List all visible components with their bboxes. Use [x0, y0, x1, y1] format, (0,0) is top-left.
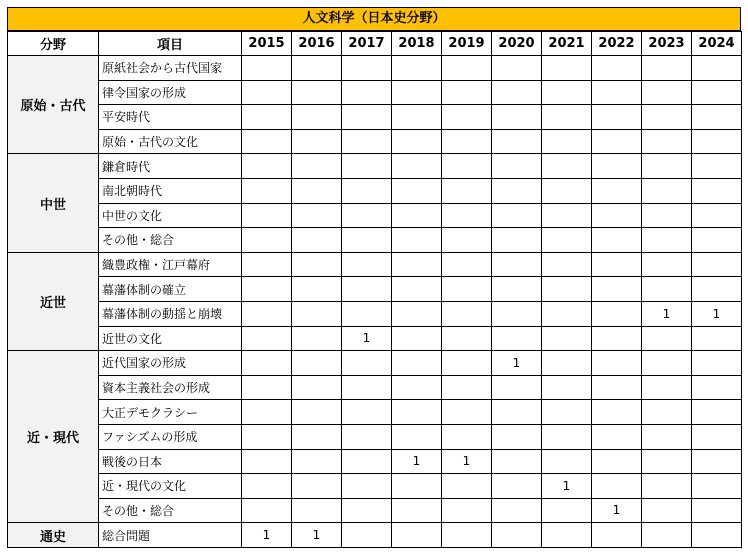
header-year-2016: 2016: [292, 32, 342, 56]
count-cell-2019: [442, 80, 492, 105]
count-cell-2018: [392, 277, 442, 302]
count-cell-2024: [692, 80, 742, 105]
count-cell-2019: [442, 228, 492, 253]
count-cell-2023: [642, 129, 692, 154]
count-cell-2018: [392, 252, 442, 277]
count-cell-2023: [642, 375, 692, 400]
field-cell: 通史: [8, 523, 99, 548]
count-cell-2019: [442, 424, 492, 449]
count-cell-2018: 1: [392, 449, 442, 474]
count-cell-2015: [242, 449, 292, 474]
table-row: [8, 523, 742, 548]
table-row: [8, 56, 742, 81]
count-cell-2020: [492, 449, 542, 474]
count-cell-2019: [442, 277, 492, 302]
item-cell: 平安時代: [99, 105, 242, 130]
count-cell-2022: [592, 252, 642, 277]
count-cell-2020: [492, 277, 542, 302]
count-cell-2015: [242, 375, 292, 400]
table-row: [8, 351, 742, 376]
count-cell-2020: [492, 474, 542, 499]
table-row: [8, 301, 742, 326]
item-cell: 南北朝時代: [99, 178, 242, 203]
count-cell-2019: [442, 523, 492, 548]
count-cell-2023: [642, 474, 692, 499]
count-cell-2022: 1: [592, 498, 642, 523]
count-cell-2016: [292, 474, 342, 499]
item-cell: 戦後の日本: [99, 449, 242, 474]
count-cell-2023: [642, 80, 692, 105]
count-cell-2016: [292, 449, 342, 474]
count-cell-2023: [642, 449, 692, 474]
count-cell-2020: [492, 56, 542, 81]
count-cell-2018: [392, 523, 442, 548]
count-cell-2020: [492, 375, 542, 400]
table-row: [8, 400, 742, 425]
frequency-table: [7, 31, 742, 548]
header-item: 項目: [99, 32, 242, 56]
header-year-2022: 2022: [592, 32, 642, 56]
count-cell-2015: [242, 474, 292, 499]
count-cell-2019: [442, 203, 492, 228]
count-cell-2016: [292, 228, 342, 253]
count-cell-2020: [492, 326, 542, 351]
count-cell-2019: [442, 375, 492, 400]
table-row: [8, 252, 742, 277]
count-cell-2022: [592, 203, 642, 228]
count-cell-2022: [592, 105, 642, 130]
count-cell-2015: [242, 56, 292, 81]
item-cell: 近代国家の形成: [99, 351, 242, 376]
count-cell-2022: [592, 523, 642, 548]
table-row: [8, 154, 742, 179]
count-cell-2015: [242, 400, 292, 425]
count-cell-2020: [492, 498, 542, 523]
count-cell-2023: [642, 326, 692, 351]
count-cell-2016: [292, 129, 342, 154]
count-cell-2016: [292, 301, 342, 326]
count-cell-2015: [242, 105, 292, 130]
count-cell-2017: [342, 178, 392, 203]
count-cell-2017: [342, 129, 392, 154]
count-cell-2017: [342, 301, 392, 326]
count-cell-2015: [242, 129, 292, 154]
header-year-2024: 2024: [692, 32, 742, 56]
table-row: [8, 203, 742, 228]
count-cell-2020: [492, 400, 542, 425]
header-year-2015: 2015: [242, 32, 292, 56]
count-cell-2020: [492, 154, 542, 179]
count-cell-2022: [592, 154, 642, 179]
header-year-2018: 2018: [392, 32, 442, 56]
count-cell-2022: [592, 400, 642, 425]
count-cell-2023: [642, 203, 692, 228]
table-row: [8, 498, 742, 523]
count-cell-2015: [242, 424, 292, 449]
count-cell-2022: [592, 449, 642, 474]
count-cell-2024: [692, 228, 742, 253]
item-cell: 近・現代の文化: [99, 474, 242, 499]
count-cell-2019: [442, 326, 492, 351]
count-cell-2018: [392, 154, 442, 179]
table-body: [8, 56, 742, 548]
count-cell-2020: [492, 252, 542, 277]
header-year-2020: 2020: [492, 32, 542, 56]
count-cell-2021: [542, 129, 592, 154]
count-cell-2017: [342, 56, 392, 81]
count-cell-2019: [442, 154, 492, 179]
field-cell: 近世: [8, 252, 99, 350]
item-cell: 総合問題: [99, 523, 242, 548]
count-cell-2022: [592, 474, 642, 499]
count-cell-2015: [242, 154, 292, 179]
header-year-2023: 2023: [642, 32, 692, 56]
count-cell-2018: [392, 424, 442, 449]
count-cell-2020: [492, 523, 542, 548]
table-row: [8, 105, 742, 130]
count-cell-2015: [242, 498, 292, 523]
count-cell-2016: [292, 252, 342, 277]
count-cell-2018: [392, 326, 442, 351]
item-cell: 大正デモクラシー: [99, 400, 242, 425]
count-cell-2019: [442, 400, 492, 425]
table-row: [8, 129, 742, 154]
count-cell-2024: [692, 498, 742, 523]
count-cell-2016: 1: [292, 523, 342, 548]
count-cell-2024: [692, 326, 742, 351]
count-cell-2017: [342, 277, 392, 302]
count-cell-2021: [542, 105, 592, 130]
count-cell-2022: [592, 424, 642, 449]
count-cell-2021: [542, 326, 592, 351]
count-cell-2021: 1: [542, 474, 592, 499]
count-cell-2018: [392, 129, 442, 154]
header-row: [8, 32, 742, 56]
count-cell-2018: [392, 474, 442, 499]
count-cell-2016: [292, 400, 342, 425]
count-cell-2021: [542, 228, 592, 253]
count-cell-2019: [442, 474, 492, 499]
count-cell-2024: [692, 400, 742, 425]
count-cell-2017: [342, 449, 392, 474]
header-year-2019: 2019: [442, 32, 492, 56]
count-cell-2021: [542, 301, 592, 326]
count-cell-2023: [642, 56, 692, 81]
count-cell-2024: [692, 203, 742, 228]
count-cell-2023: [642, 154, 692, 179]
count-cell-2023: [642, 351, 692, 376]
count-cell-2019: [442, 351, 492, 376]
header-year-2017: 2017: [342, 32, 392, 56]
count-cell-2018: [392, 80, 442, 105]
count-cell-2019: [442, 129, 492, 154]
count-cell-2023: 1: [642, 301, 692, 326]
count-cell-2020: [492, 424, 542, 449]
field-cell: 近・現代: [8, 351, 99, 523]
count-cell-2016: [292, 203, 342, 228]
count-cell-2015: [242, 80, 292, 105]
count-cell-2016: [292, 154, 342, 179]
table-row: [8, 228, 742, 253]
count-cell-2016: [292, 80, 342, 105]
count-cell-2021: [542, 178, 592, 203]
count-cell-2020: [492, 178, 542, 203]
count-cell-2023: [642, 424, 692, 449]
count-cell-2021: [542, 56, 592, 81]
count-cell-2017: [342, 400, 392, 425]
count-cell-2016: [292, 375, 342, 400]
count-cell-2021: [542, 400, 592, 425]
item-cell: 鎌倉時代: [99, 154, 242, 179]
header-field: 分野: [8, 32, 99, 56]
table-row: [8, 424, 742, 449]
count-cell-2021: [542, 80, 592, 105]
count-cell-2016: [292, 178, 342, 203]
count-cell-2016: [292, 351, 342, 376]
table-row: [8, 326, 742, 351]
count-cell-2020: 1: [492, 351, 542, 376]
count-cell-2016: [292, 56, 342, 81]
count-cell-2024: 1: [692, 301, 742, 326]
count-cell-2017: [342, 498, 392, 523]
count-cell-2021: [542, 449, 592, 474]
count-cell-2024: [692, 523, 742, 548]
count-cell-2016: [292, 326, 342, 351]
item-cell: 幕藩体制の確立: [99, 277, 242, 302]
count-cell-2022: [592, 301, 642, 326]
count-cell-2022: [592, 326, 642, 351]
count-cell-2017: [342, 203, 392, 228]
count-cell-2016: [292, 498, 342, 523]
count-cell-2016: [292, 277, 342, 302]
count-cell-2020: [492, 228, 542, 253]
count-cell-2024: [692, 178, 742, 203]
item-cell: その他・総合: [99, 498, 242, 523]
table-row: [8, 474, 742, 499]
count-cell-2017: [342, 228, 392, 253]
count-cell-2018: [392, 56, 442, 81]
table-row: [8, 449, 742, 474]
item-cell: 近世の文化: [99, 326, 242, 351]
count-cell-2020: [492, 129, 542, 154]
count-cell-2023: [642, 105, 692, 130]
count-cell-2023: [642, 178, 692, 203]
count-cell-2019: [442, 498, 492, 523]
item-cell: 律令国家の形成: [99, 80, 242, 105]
count-cell-2015: [242, 326, 292, 351]
count-cell-2021: [542, 252, 592, 277]
count-cell-2017: [342, 375, 392, 400]
count-cell-2017: [342, 523, 392, 548]
count-cell-2018: [392, 203, 442, 228]
count-cell-2022: [592, 351, 642, 376]
count-cell-2021: [542, 523, 592, 548]
item-cell: 原紙社会から古代国家: [99, 56, 242, 81]
count-cell-2024: [692, 474, 742, 499]
count-cell-2022: [592, 375, 642, 400]
count-cell-2021: [542, 498, 592, 523]
count-cell-2019: [442, 301, 492, 326]
field-cell: 中世: [8, 154, 99, 252]
count-cell-2015: [242, 301, 292, 326]
count-cell-2022: [592, 228, 642, 253]
table-row: [8, 277, 742, 302]
count-cell-2017: [342, 351, 392, 376]
count-cell-2021: [542, 351, 592, 376]
count-cell-2022: [592, 129, 642, 154]
count-cell-2020: [492, 301, 542, 326]
count-cell-2018: [392, 351, 442, 376]
field-cell: 原始・古代: [8, 56, 99, 154]
count-cell-2018: [392, 400, 442, 425]
count-cell-2015: [242, 178, 292, 203]
item-cell: 原始・古代の文化: [99, 129, 242, 154]
count-cell-2024: [692, 424, 742, 449]
item-cell: 資本主義社会の形成: [99, 375, 242, 400]
count-cell-2020: [492, 80, 542, 105]
count-cell-2024: [692, 449, 742, 474]
count-cell-2015: [242, 351, 292, 376]
count-cell-2022: [592, 277, 642, 302]
count-cell-2018: [392, 178, 442, 203]
count-cell-2024: [692, 154, 742, 179]
count-cell-2021: [542, 375, 592, 400]
count-cell-2017: [342, 105, 392, 130]
count-cell-2017: [342, 80, 392, 105]
count-cell-2017: 1: [342, 326, 392, 351]
count-cell-2018: [392, 498, 442, 523]
count-cell-2023: [642, 523, 692, 548]
count-cell-2022: [592, 80, 642, 105]
count-cell-2020: [492, 203, 542, 228]
item-cell: 中世の文化: [99, 203, 242, 228]
count-cell-2020: [492, 105, 542, 130]
item-cell: 織豊政権・江戸幕府: [99, 252, 242, 277]
count-cell-2019: [442, 56, 492, 81]
count-cell-2024: [692, 351, 742, 376]
count-cell-2023: [642, 277, 692, 302]
table-row: [8, 80, 742, 105]
count-cell-2018: [392, 228, 442, 253]
count-cell-2019: [442, 178, 492, 203]
count-cell-2021: [542, 424, 592, 449]
item-cell: ファシズムの形成: [99, 424, 242, 449]
count-cell-2023: [642, 498, 692, 523]
count-cell-2018: [392, 105, 442, 130]
item-cell: その他・総合: [99, 228, 242, 253]
count-cell-2019: [442, 105, 492, 130]
table-row: [8, 178, 742, 203]
count-cell-2015: [242, 252, 292, 277]
count-cell-2024: [692, 105, 742, 130]
count-cell-2018: [392, 301, 442, 326]
table-title: 人文科学（日本史分野）: [7, 7, 741, 31]
count-cell-2023: [642, 228, 692, 253]
count-cell-2018: [392, 375, 442, 400]
count-cell-2021: [542, 277, 592, 302]
count-cell-2021: [542, 154, 592, 179]
count-cell-2015: [242, 228, 292, 253]
document-container: [7, 7, 741, 548]
header-year-2021: 2021: [542, 32, 592, 56]
count-cell-2024: [692, 56, 742, 81]
count-cell-2023: [642, 400, 692, 425]
count-cell-2016: [292, 105, 342, 130]
count-cell-2019: 1: [442, 449, 492, 474]
count-cell-2024: [692, 252, 742, 277]
count-cell-2015: [242, 203, 292, 228]
count-cell-2017: [342, 252, 392, 277]
item-cell: 幕藩体制の動揺と崩壊: [99, 301, 242, 326]
table-row: [8, 375, 742, 400]
count-cell-2019: [442, 252, 492, 277]
count-cell-2023: [642, 252, 692, 277]
count-cell-2015: [242, 277, 292, 302]
count-cell-2016: [292, 424, 342, 449]
count-cell-2024: [692, 129, 742, 154]
count-cell-2015: 1: [242, 523, 292, 548]
count-cell-2017: [342, 474, 392, 499]
count-cell-2022: [592, 56, 642, 81]
count-cell-2021: [542, 203, 592, 228]
count-cell-2024: [692, 277, 742, 302]
count-cell-2017: [342, 424, 392, 449]
count-cell-2017: [342, 154, 392, 179]
count-cell-2024: [692, 375, 742, 400]
count-cell-2022: [592, 178, 642, 203]
